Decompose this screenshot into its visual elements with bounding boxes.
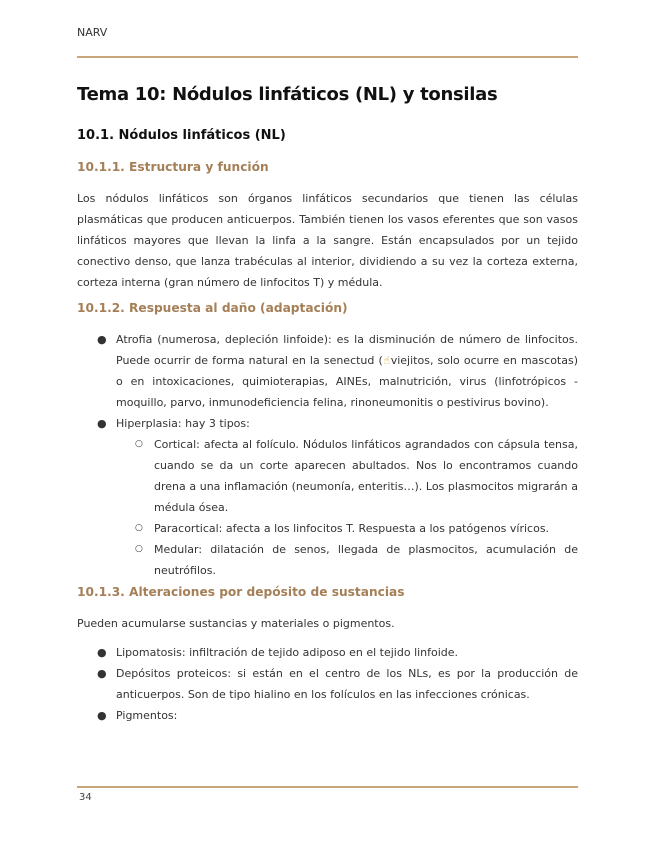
section-heading: 10.1. Nódulos linfáticos (NL) [77,128,286,143]
subsection-heading-1: 10.1.1. Estructura y función [77,160,269,174]
list-item: ● Pigmentos: [97,709,178,722]
paragraph-structure: Los nódulos linfáticos son órganos linfáticos secundarios que tienen las células plasmáticas que producen anticuerpos. También tienen los vasos eferentes que son vasos linfáticos mayores que llevan la linfa a la sangre. Están encapsulados por un tejido conectivo denso, que lanza trabéculas al interior, dividiendo a su vez la corteza externa, corteza interna (gran número de linfocitos T) y médula. [77,192,578,289]
item-text: Depósitos proteicos: si están en el centro de los NLs, es por la producción de anticuerpos. Son de tipo hialino en los folículos en las infecciones crónicas. [116,667,578,701]
footer-divider [77,786,578,788]
sub-item-text: Paracortical: afecta a los linfocitos T. Respuesta a los patógenos víricos. [154,522,550,535]
sub-item-text: Medular: dilatación de senos, llegada de plasmocitos, acumulación de neutrófilos. [154,543,578,577]
sub-item-text: Cortical: afecta al folículo. Nódulos linfáticos agrandados con cápsula tensa, cuando se da un corte aparecen abultados. Nos lo encontramos cuando drena a una inflamación (neumonía, enteritis…). Los plasmocitos migrarán a médula ósea. [154,438,578,514]
sub-list-item: ○ Cortical: afecta al folículo. Nódulos linfáticos agrandados con cápsula tensa, cuando se da un corte aparecen abultados. Nos lo encontramos cuando drena a una inflamación (neumonía, enteritis…). Los plasmocitos migrarán a médula ósea. [135,438,578,514]
running-header: NARV [77,26,108,39]
page-number: 34 [79,792,92,803]
hiperplasia-types-list [116,434,578,581]
hiperplasia-text: Hiperplasia: hay 3 tipos: [116,417,250,430]
subsection-heading-2: 10.1.2. Respuesta al daño (adaptación) [77,301,348,315]
item-text: Lipomatosis: infiltración de tejido adiposo en el tejido linfoide. [116,646,459,659]
list-item: ● Lipomatosis: infiltración de tejido adiposo en el tejido linfoide. [97,646,459,659]
sub-list-item: ○ Medular: dilatación de senos, llegada de plasmocitos, acumulación de neutrófilos. [135,543,578,577]
pointing-hand-icon: ☝ [382,354,391,367]
sub-list-item: ○ Paracortical: afecta a los linfocitos T. Respuesta a los patógenos víricos. [135,522,550,535]
deposits-intro: Pueden acumularse sustancias y materiales o pigmentos. [77,617,395,630]
deposits-list [77,642,578,726]
damage-response-list [77,329,578,581]
header-divider [77,56,578,58]
atrofia-text-cont: viejitos, solo ocurre en mascotas) o en intoxicaciones, quimioterapias, AINEs, malnutrición, virus (linfotrópicos - moquillo, parvo, inmunodeficiencia felina, rinoneumonitis o pestivirus bovino). [116,354,579,409]
chapter-title: Tema 10: Nódulos linfáticos (NL) y tonsilas [77,84,498,105]
list-item-atrofia: ● Atrofia (numerosa, depleción linfoide): es la disminución de número de linfocitos. Puede ocurrir de forma natural en la senectud (☝viejitos, solo ocurre en mascotas) o en intoxicaciones, quimioterapias, AINEs, malnutrición, virus (linfotrópicos - moquillo, parvo, inmunodeficiencia felina, rinoneumonitis o pestivirus bovino). [97,333,579,409]
atrofia-text: Atrofia (numerosa, depleción linfoide): es la disminución de número de linfocitos. Puede ocurrir de forma natural en la senectud ( [116,333,578,367]
page-content [77,84,578,730]
subsection-heading-3: 10.1.3. Alteraciones por depósito de sustancias [77,585,405,599]
item-text: Pigmentos: [116,709,178,722]
list-item-hiperplasia: ● Hiperplasia: hay 3 tipos: ○ Cortical: afecta al folículo. Nódulos linfáticos agrandados con cápsula tensa, cuando se da un corte aparecen abultados. Nos lo encontramos cuando drena a una inflamación (neumonía, enteritis…). Los plasmocitos migrarán a médula ósea. ○ Paracortical: afecta a los linfocitos T. Respuesta a los patógenos víricos. ○ Medular: dilatación de senos, llegada de plasmocitos, acumulación de neutrófilos. [77,413,578,581]
list-item: ● Depósitos proteicos: si están en el centro de los NLs, es por la producción de anticuerpos. Son de tipo hialino en los folículos en las infecciones crónicas. [97,667,578,701]
